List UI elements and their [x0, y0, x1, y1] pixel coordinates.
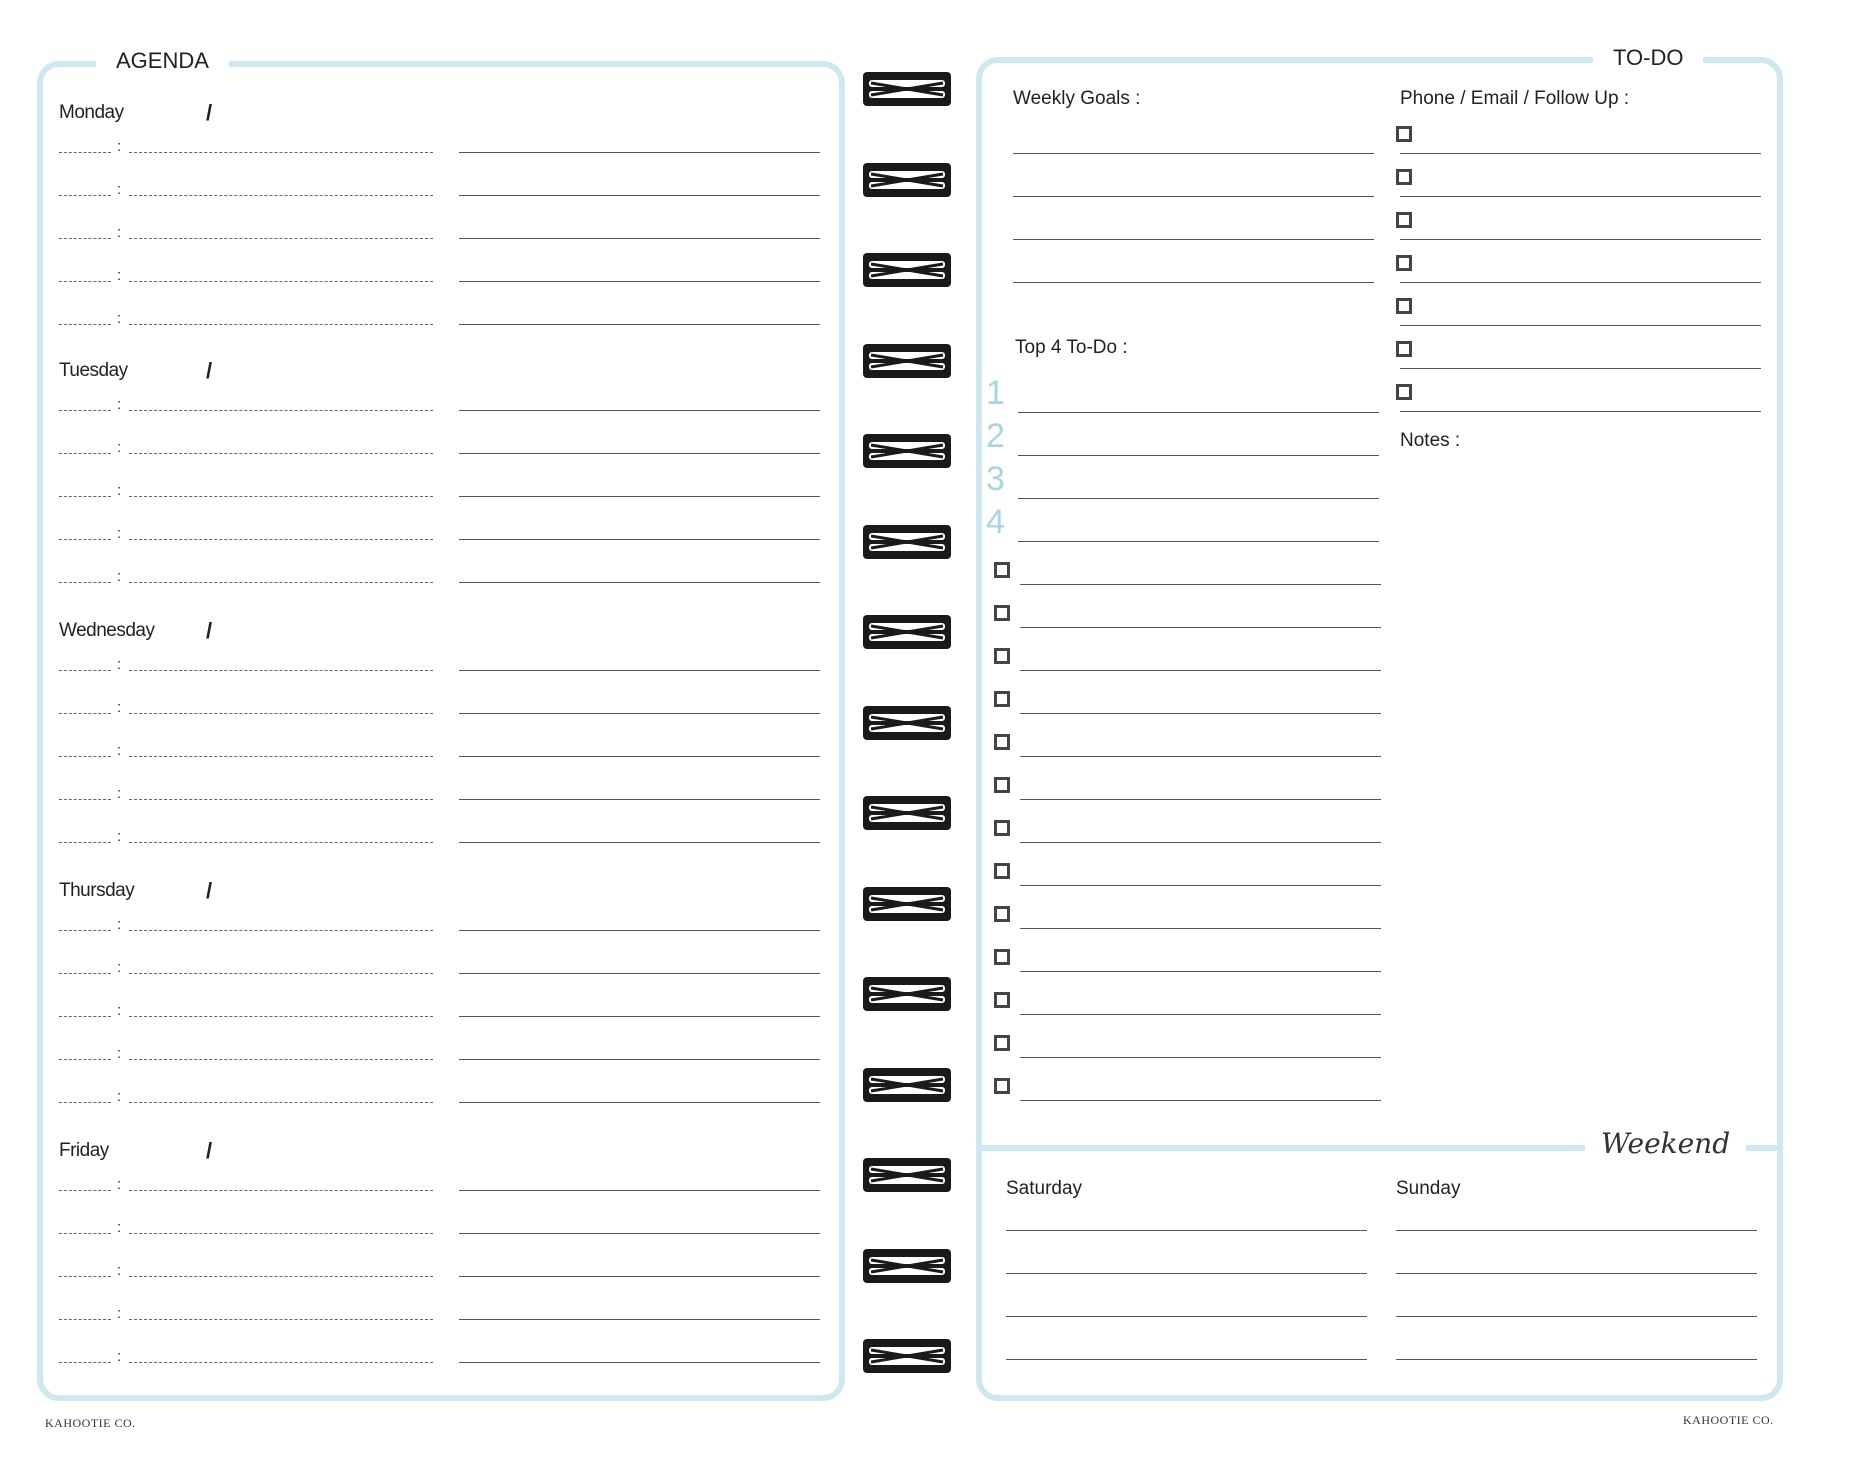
time-separator: :	[117, 396, 122, 413]
checkbox-icon[interactable]	[994, 605, 1010, 621]
time-separator: :	[117, 656, 122, 673]
time-separator: :	[117, 138, 122, 155]
day-label: Thursday	[59, 880, 135, 901]
time-hour-line[interactable]	[59, 453, 111, 454]
top4-number: 3	[986, 460, 1005, 498]
top4-todo-line[interactable]	[1018, 498, 1379, 499]
time-hour-line[interactable]	[59, 496, 111, 497]
day-date-slash: /	[206, 358, 213, 383]
top4-todo-line[interactable]	[1018, 455, 1379, 456]
agenda-note-line[interactable]	[459, 670, 820, 671]
agenda-note-line[interactable]	[459, 799, 820, 800]
top4-number: 4	[986, 503, 1005, 541]
time-hour-line[interactable]	[59, 1059, 111, 1060]
spiral-ring-icon	[861, 431, 953, 471]
time-hour-line[interactable]	[59, 324, 111, 325]
checkbox-icon[interactable]	[994, 992, 1010, 1008]
time-entry-line[interactable]	[129, 1016, 433, 1017]
time-entry-line[interactable]	[129, 1319, 433, 1320]
time-entry-line[interactable]	[129, 842, 433, 843]
time-entry-line[interactable]	[129, 582, 433, 583]
checkbox-icon[interactable]	[1396, 126, 1412, 142]
checkbox-icon[interactable]	[994, 820, 1010, 836]
time-entry-line[interactable]	[129, 1102, 433, 1103]
top4-todo-label: Top 4 To-Do :	[1015, 337, 1128, 358]
agenda-note-line[interactable]	[459, 410, 820, 411]
time-entry-line[interactable]	[129, 281, 433, 282]
footer-brand-left: KAHOOTIE CO.	[45, 1416, 136, 1430]
time-entry-line[interactable]	[129, 1233, 433, 1234]
checkbox-icon[interactable]	[994, 648, 1010, 664]
time-hour-line[interactable]	[59, 930, 111, 931]
checkbox-icon[interactable]	[1396, 169, 1412, 185]
time-hour-line[interactable]	[59, 842, 111, 843]
weekly-goal-line[interactable]	[1013, 153, 1374, 154]
time-separator: :	[117, 916, 122, 933]
weekly-goal-line[interactable]	[1013, 282, 1374, 283]
todo-item-line[interactable]	[1020, 713, 1381, 714]
top4-number: 2	[986, 417, 1005, 455]
agenda-title: AGENDA	[96, 46, 229, 76]
time-separator: :	[117, 785, 122, 802]
day-label: Friday	[59, 1140, 109, 1161]
spiral-ring-icon	[861, 974, 953, 1014]
todo-item-line[interactable]	[1020, 1014, 1381, 1015]
day-date-slash: /	[206, 618, 213, 643]
time-entry-line[interactable]	[129, 1190, 433, 1191]
time-hour-line[interactable]	[59, 1233, 111, 1234]
checkbox-icon[interactable]	[994, 1035, 1010, 1051]
spiral-ring-icon	[861, 703, 953, 743]
todo-item-line[interactable]	[1020, 928, 1381, 929]
time-separator: :	[117, 224, 122, 241]
time-hour-line[interactable]	[59, 1319, 111, 1320]
agenda-note-line[interactable]	[459, 1319, 820, 1320]
time-hour-line[interactable]	[59, 756, 111, 757]
followup-line[interactable]	[1400, 282, 1761, 283]
agenda-note-line[interactable]	[459, 496, 820, 497]
todo-item-line[interactable]	[1020, 971, 1381, 972]
day-label: Monday	[59, 102, 124, 123]
todo-item-line[interactable]	[1020, 584, 1381, 585]
followup-line[interactable]	[1400, 196, 1761, 197]
time-separator: :	[117, 482, 122, 499]
time-entry-line[interactable]	[129, 1362, 433, 1363]
agenda-note-line[interactable]	[459, 842, 820, 843]
agenda-note-line[interactable]	[459, 1190, 820, 1191]
time-entry-line[interactable]	[129, 195, 433, 196]
top4-todo-line[interactable]	[1018, 412, 1379, 413]
time-hour-line[interactable]	[59, 1016, 111, 1017]
phone-email-followup-label: Phone / Email / Follow Up :	[1400, 88, 1630, 109]
spiral-ring-icon	[861, 250, 953, 290]
spiral-ring-icon	[861, 1065, 953, 1105]
day-date-slash: /	[206, 878, 213, 903]
saturday-label: Saturday	[1006, 1178, 1083, 1199]
time-hour-line[interactable]	[59, 670, 111, 671]
checkbox-icon[interactable]	[994, 734, 1010, 750]
day-label: Wednesday	[59, 620, 155, 641]
time-entry-line[interactable]	[129, 453, 433, 454]
todo-panel	[976, 57, 1783, 1401]
time-entry-line[interactable]	[129, 713, 433, 714]
agenda-note-line[interactable]	[459, 930, 820, 931]
saturday-line[interactable]	[1006, 1359, 1367, 1360]
time-separator: :	[117, 828, 122, 845]
followup-line[interactable]	[1400, 325, 1761, 326]
agenda-note-line[interactable]	[459, 1016, 820, 1017]
todo-item-line[interactable]	[1020, 885, 1381, 886]
time-separator: :	[117, 1045, 122, 1062]
weekly-goal-line[interactable]	[1013, 239, 1374, 240]
saturday-line[interactable]	[1006, 1273, 1367, 1274]
time-entry-line[interactable]	[129, 1059, 433, 1060]
weekend-title: Weekend	[1585, 1124, 1746, 1164]
spiral-ring-icon	[861, 1336, 953, 1376]
agenda-note-line[interactable]	[459, 1233, 820, 1234]
footer-brand-right: KAHOOTIE CO.	[1683, 1413, 1774, 1427]
spiral-ring-icon	[861, 884, 953, 924]
time-separator: :	[117, 181, 122, 198]
time-hour-line[interactable]	[59, 1362, 111, 1363]
checkbox-icon[interactable]	[994, 562, 1010, 578]
time-hour-line[interactable]	[59, 281, 111, 282]
agenda-note-line[interactable]	[459, 453, 820, 454]
checkbox-icon[interactable]	[1396, 384, 1412, 400]
time-hour-line[interactable]	[59, 973, 111, 974]
agenda-note-line[interactable]	[459, 281, 820, 282]
notes-label: Notes :	[1400, 430, 1461, 451]
followup-line[interactable]	[1400, 411, 1761, 412]
checkbox-icon[interactable]	[994, 1078, 1010, 1094]
sunday-line[interactable]	[1396, 1230, 1757, 1231]
time-hour-line[interactable]	[59, 1190, 111, 1191]
time-separator: :	[117, 959, 122, 976]
time-hour-line[interactable]	[59, 410, 111, 411]
top4-todo-line[interactable]	[1018, 541, 1379, 542]
saturday-line[interactable]	[1006, 1230, 1367, 1231]
time-separator: :	[117, 525, 122, 542]
time-entry-line[interactable]	[129, 756, 433, 757]
agenda-note-line[interactable]	[459, 756, 820, 757]
time-separator: :	[117, 1176, 122, 1193]
time-entry-line[interactable]	[129, 238, 433, 239]
time-hour-line[interactable]	[59, 539, 111, 540]
agenda-panel	[37, 61, 845, 1401]
time-entry-line[interactable]	[129, 670, 433, 671]
time-separator: :	[117, 742, 122, 759]
spiral-ring-icon	[861, 341, 953, 381]
todo-item-line[interactable]	[1020, 670, 1381, 671]
time-hour-line[interactable]	[59, 799, 111, 800]
todo-item-line[interactable]	[1020, 1100, 1381, 1101]
agenda-note-line[interactable]	[459, 324, 820, 325]
todo-item-line[interactable]	[1020, 756, 1381, 757]
todo-item-line[interactable]	[1020, 1057, 1381, 1058]
time-hour-line[interactable]	[59, 195, 111, 196]
todo-item-line[interactable]	[1020, 799, 1381, 800]
checkbox-icon[interactable]	[994, 949, 1010, 965]
time-hour-line[interactable]	[59, 238, 111, 239]
agenda-note-line[interactable]	[459, 582, 820, 583]
time-separator: :	[117, 1348, 122, 1365]
time-separator: :	[117, 699, 122, 716]
day-date-slash: /	[206, 1138, 213, 1163]
time-hour-line[interactable]	[59, 582, 111, 583]
followup-line[interactable]	[1400, 153, 1761, 154]
time-entry-line[interactable]	[129, 496, 433, 497]
weekly-goals-label: Weekly Goals :	[1013, 88, 1141, 109]
sunday-label: Sunday	[1396, 1178, 1461, 1199]
time-hour-line[interactable]	[59, 1102, 111, 1103]
time-separator: :	[117, 1262, 122, 1279]
agenda-note-line[interactable]	[459, 1059, 820, 1060]
time-separator: :	[117, 439, 122, 456]
checkbox-icon[interactable]	[994, 863, 1010, 879]
checkbox-icon[interactable]	[1396, 341, 1412, 357]
spiral-ring-icon	[861, 1246, 953, 1286]
time-entry-line[interactable]	[129, 973, 433, 974]
sunday-line[interactable]	[1396, 1273, 1757, 1274]
sunday-line[interactable]	[1396, 1359, 1757, 1360]
checkbox-icon[interactable]	[1396, 255, 1412, 271]
time-hour-line[interactable]	[59, 1276, 111, 1277]
top4-number: 1	[986, 374, 1005, 412]
checkbox-icon[interactable]	[994, 906, 1010, 922]
checkbox-icon[interactable]	[1396, 212, 1412, 228]
checkbox-icon[interactable]	[994, 691, 1010, 707]
agenda-note-line[interactable]	[459, 238, 820, 239]
time-entry-line[interactable]	[129, 152, 433, 153]
time-separator: :	[117, 1088, 122, 1105]
time-entry-line[interactable]	[129, 324, 433, 325]
weekly-goal-line[interactable]	[1013, 196, 1374, 197]
followup-line[interactable]	[1400, 368, 1761, 369]
time-separator: :	[117, 267, 122, 284]
time-hour-line[interactable]	[59, 713, 111, 714]
saturday-line[interactable]	[1006, 1316, 1367, 1317]
time-entry-line[interactable]	[129, 539, 433, 540]
agenda-note-line[interactable]	[459, 195, 820, 196]
agenda-note-line[interactable]	[459, 973, 820, 974]
spiral-ring-icon	[861, 160, 953, 200]
todo-item-line[interactable]	[1020, 842, 1381, 843]
time-separator: :	[117, 568, 122, 585]
agenda-note-line[interactable]	[459, 1276, 820, 1277]
checkbox-icon[interactable]	[1396, 298, 1412, 314]
time-entry-line[interactable]	[129, 410, 433, 411]
day-label: Tuesday	[59, 360, 128, 381]
agenda-note-line[interactable]	[459, 1102, 820, 1103]
spiral-ring-icon	[861, 793, 953, 833]
todo-item-line[interactable]	[1020, 627, 1381, 628]
time-hour-line[interactable]	[59, 152, 111, 153]
time-separator: :	[117, 1219, 122, 1236]
spiral-ring-icon	[861, 522, 953, 562]
spiral-ring-icon	[861, 69, 953, 109]
agenda-note-line[interactable]	[459, 539, 820, 540]
followup-line[interactable]	[1400, 239, 1761, 240]
checkbox-icon[interactable]	[994, 777, 1010, 793]
time-separator: :	[117, 310, 122, 327]
time-entry-line[interactable]	[129, 799, 433, 800]
time-entry-line[interactable]	[129, 930, 433, 931]
todo-title: TO-DO	[1593, 43, 1703, 73]
time-entry-line[interactable]	[129, 1276, 433, 1277]
time-separator: :	[117, 1305, 122, 1322]
time-separator: :	[117, 1002, 122, 1019]
agenda-note-line[interactable]	[459, 1362, 820, 1363]
agenda-note-line[interactable]	[459, 152, 820, 153]
sunday-line[interactable]	[1396, 1316, 1757, 1317]
day-date-slash: /	[206, 100, 213, 125]
spiral-ring-icon	[861, 1155, 953, 1195]
spiral-ring-icon	[861, 612, 953, 652]
agenda-note-line[interactable]	[459, 713, 820, 714]
